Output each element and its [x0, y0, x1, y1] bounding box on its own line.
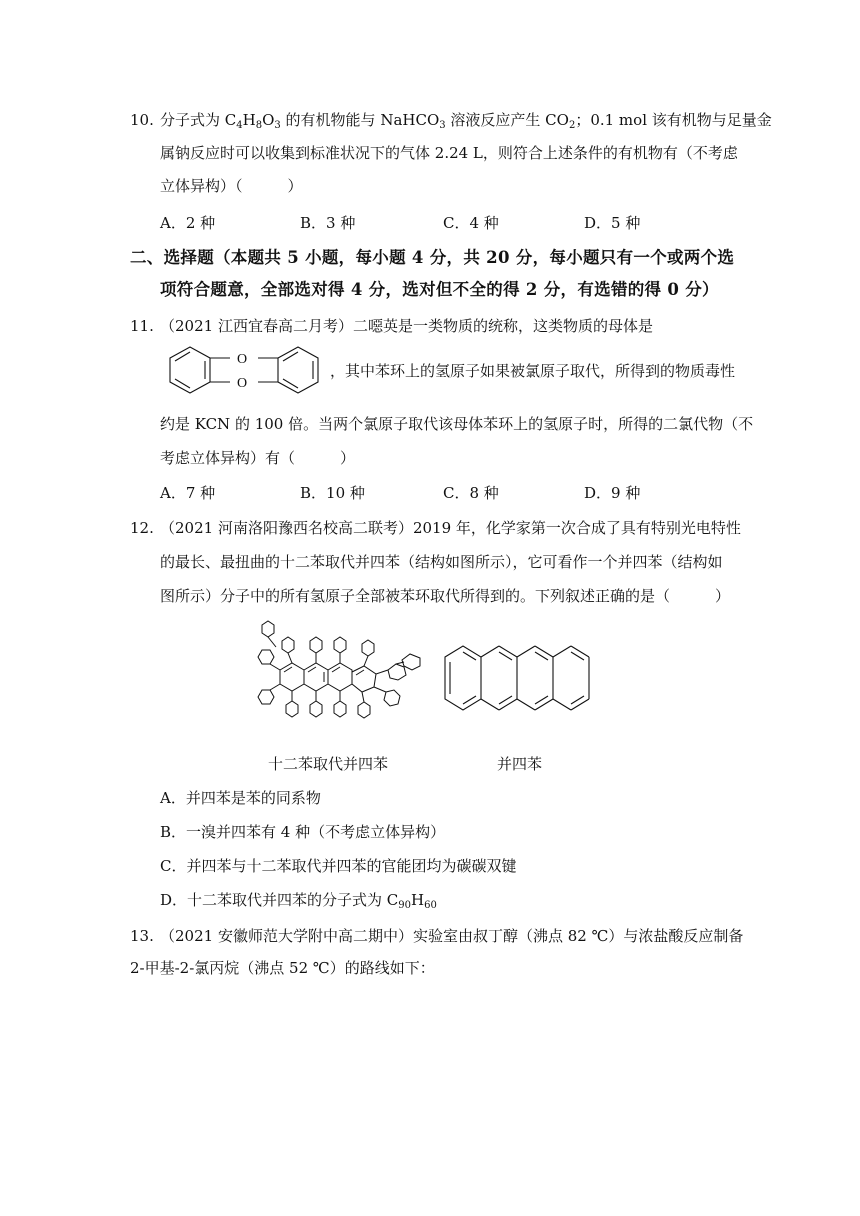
q13-number: 13.	[130, 927, 154, 945]
q12-number: 12.	[130, 519, 154, 537]
caption-dodecaphenyl-tetracene: 十二苯取代并四苯	[268, 755, 389, 773]
q13-line1: （2021 安徽师范大学附中高二期中）实验室由叔丁醇（沸点 82 ℃）与浓盐酸反应制备	[160, 927, 744, 945]
q11-number: 11.	[130, 317, 154, 335]
q12-option-b[interactable]: B．一溴并四苯有 4 种（不考虑立体异构）	[160, 823, 446, 841]
section2-heading-line1: 二、选择题（本题共 5 小题，每小题 4 分，共 20 分，每小题只有一个或两个选	[130, 248, 735, 267]
q11-option-d[interactable]: D．9 种	[584, 484, 641, 502]
q10-line2: 属钠反应时可以收集到标准状况下的气体 2.24 L，则符合上述条件的有机物有（不考虑	[160, 144, 738, 162]
q10-option-d[interactable]: D．5 种	[584, 214, 641, 232]
q12-option-d[interactable]: D．十二苯取代并四苯的分子式为 $C_{90}H_{60}$	[160, 891, 437, 911]
section2-heading-line2: 项符合题意，全部选对得 4 分，选对但不全的得 2 分，有选错的得 0 分）	[160, 280, 719, 299]
q11-option-a[interactable]: A．7 种	[160, 484, 216, 502]
q12-line1: （2021 河南洛阳豫西名校高二联考）2019 年，化学家第一次合成了具有特别光电特性	[160, 519, 741, 537]
q12-line3: 图所示）分子中的所有氢原子全部被苯环取代所得到的。下列叙述正确的是（ ）	[160, 587, 731, 605]
q11-option-b[interactable]: B．10 种	[300, 484, 365, 502]
q10-number: 10.	[130, 111, 154, 129]
q12-line2: 的最长、最扭曲的十二苯取代并四苯（结构如图所示），它可看作一个并四苯（结构如	[160, 553, 723, 571]
oxygen-label-top: O	[237, 352, 248, 367]
q12-option-a[interactable]: A．并四苯是苯的同系物	[160, 789, 321, 807]
tetracene-structure	[440, 636, 610, 720]
q13-line2: 2-甲基-2-氯丙烷（沸点 52 ℃）的路线如下：	[130, 959, 435, 977]
q11-line1: （2021 江西宜春高二月考）二噁英是一类物质的统称，这类物质的母体是	[160, 317, 653, 335]
q10-option-c[interactable]: C．4 种	[443, 214, 499, 232]
q10-option-b[interactable]: B．3 种	[300, 214, 356, 232]
dodecaphenyl-tetracene-structure	[240, 620, 440, 735]
q11-line3: 约是 KCN 的 100 倍。当两个氯原子取代该母体苯环上的氢原子时，所得的二氯代物（不	[160, 415, 754, 433]
q11-line4: 考虑立体异构）有（ ）	[160, 449, 356, 467]
q12-option-c[interactable]: C．并四苯与十二苯取代并四苯的官能团均为碳碳双键	[160, 857, 517, 875]
q10-line1: 分子式为 $C_4H_8O_3$ 的有机物能与 NaHCO$_3$ 溶液反应产生 $CO_2$；0.1 mol 该有机物与足量金	[160, 111, 772, 131]
dibenzodioxin-structure	[160, 344, 330, 396]
q10-line3: 立体异构）（ ）	[160, 177, 303, 195]
caption-tetracene: 并四苯	[497, 755, 543, 773]
oxygen-label-bottom: O	[237, 376, 248, 391]
q11-option-c[interactable]: C．8 种	[443, 484, 499, 502]
q11-line2: ，其中苯环上的氢原子如果被氯原子取代，所得到的物质毒性	[330, 362, 736, 380]
q10-option-a[interactable]: A．2 种	[160, 214, 216, 232]
